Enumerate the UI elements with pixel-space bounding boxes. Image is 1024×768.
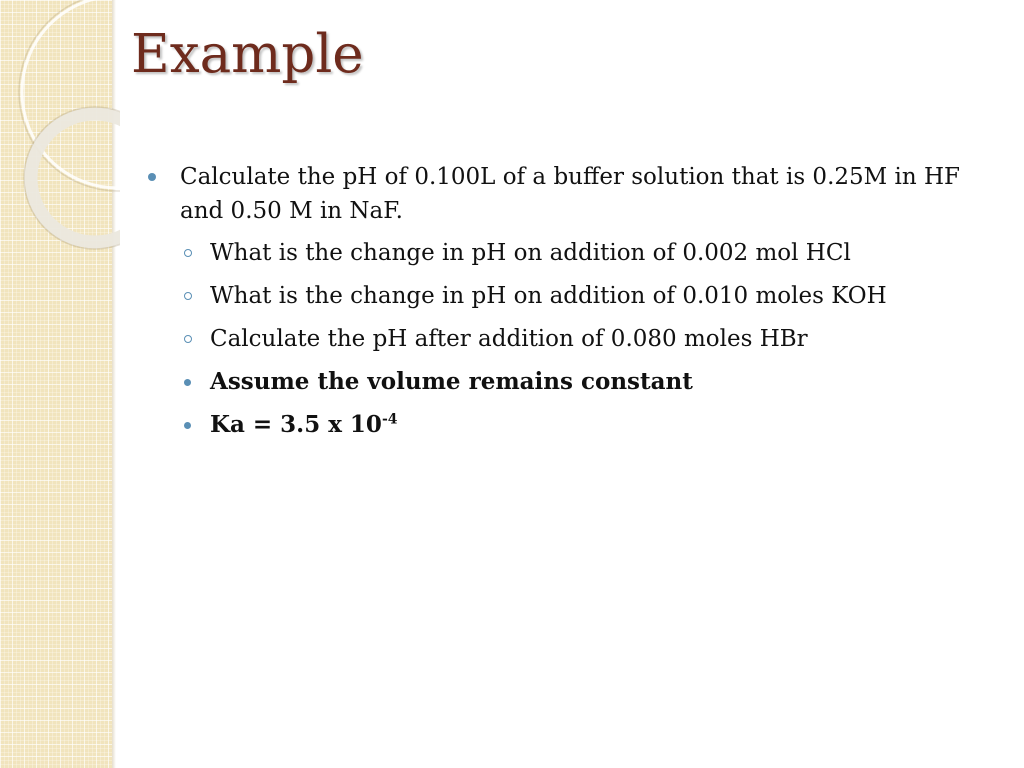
ka-text xyxy=(210,411,398,438)
ka-bullet xyxy=(148,408,998,442)
sub-bullet xyxy=(148,279,998,313)
sub-bullet xyxy=(148,322,998,356)
note-bullet xyxy=(148,365,998,399)
sub-bullet-text: Calculate the pH after addition of 0.080 moles HBr xyxy=(210,326,808,352)
bullet-main-text: Calculate the pH of 0.100L of a buffer solution that is 0.25M in HF and 0.50 M in NaF. xyxy=(180,164,961,224)
bullet-dot-icon xyxy=(184,422,191,429)
bullet-ring-icon xyxy=(184,335,192,343)
bullet-main xyxy=(148,160,998,228)
sub-bullet-text: What is the change in pH on addition of 0.010 moles KOH xyxy=(210,283,887,309)
slide-title: Example xyxy=(131,24,364,85)
bullet-ring-icon xyxy=(184,249,192,257)
bullet-ring-icon xyxy=(184,292,192,300)
slide-content xyxy=(148,160,998,451)
ka-base: Ka = 3.5 x 10 xyxy=(210,411,382,438)
sub-bullet-text: What is the change in pH on addition of 0.002 mol HCl xyxy=(210,240,851,266)
note-text: Assume the volume remains constant xyxy=(210,368,693,395)
bullet-dot-icon xyxy=(148,173,156,181)
bullet-dot-icon xyxy=(184,379,191,386)
decorative-rings xyxy=(0,0,120,300)
decorative-ring-small-shadow xyxy=(24,107,120,249)
sub-bullet xyxy=(148,236,998,270)
ka-exponent: -4 xyxy=(381,411,398,428)
